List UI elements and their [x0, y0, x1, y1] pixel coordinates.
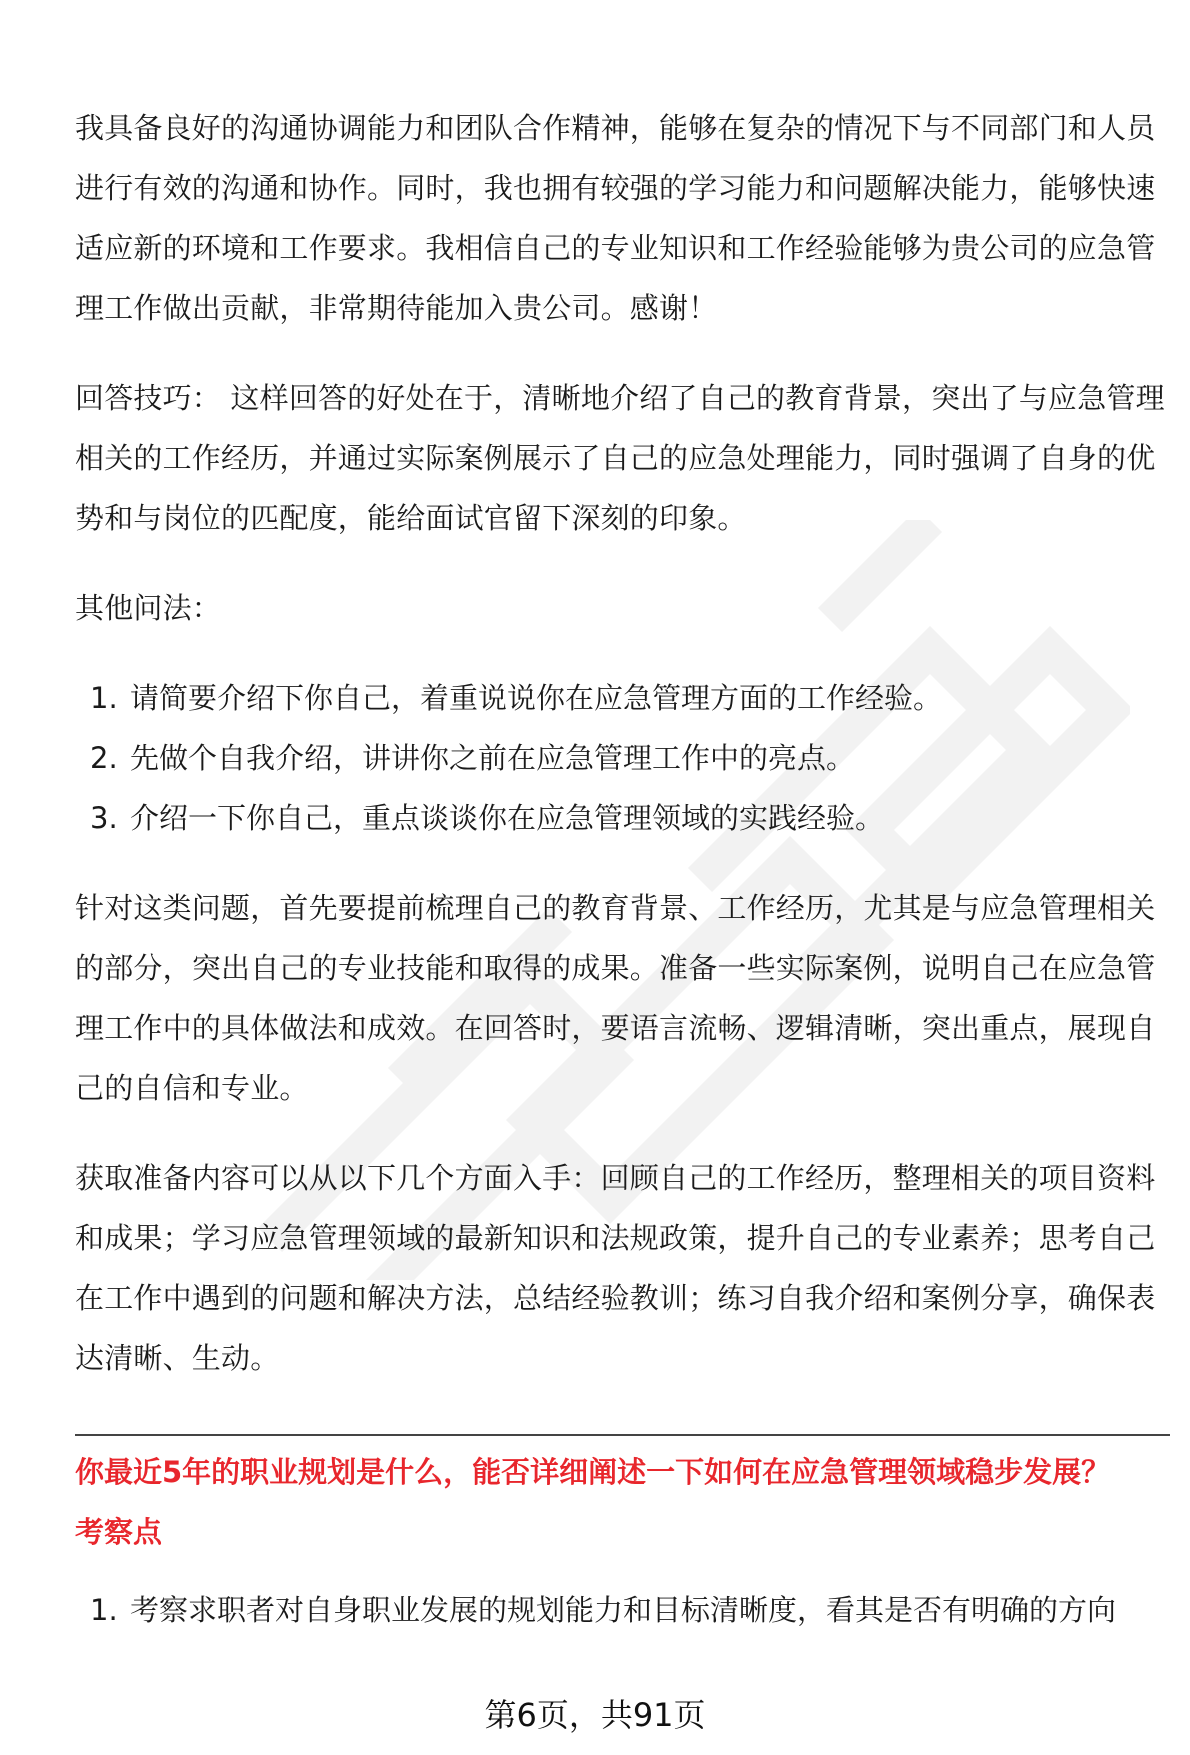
- other-questions-list: [75, 668, 1170, 848]
- list-item: 1. 考察求职者对自身职业发展的规划能力和目标清晰度，看其是否有明确的方向: [90, 1593, 1117, 1627]
- paragraph-strategy: 针对这类问题，首先要提前梳理自己的教育背景、工作经历，尤其是与应急管理相关的部分，突出自己的专业技能和取得的成果。准备一些实际案例，说明自己在应急管理工作中的具体做法和成效。在回答时，要语言流畅、逻辑清晰，突出重点，展现自己的自信和专业。: [75, 891, 1156, 1105]
- list-item: 3. 介绍一下你自己，重点谈谈你在应急管理领域的实践经验。: [90, 801, 885, 835]
- paragraph-closing-statement: 我具备良好的沟通协调能力和团队合作精神，能够在复杂的情况下与不同部门和人员进行有效的沟通和协作。同时，我也拥有较强的学习能力和问题解决能力，能够快速适应新的环境和工作要求。我相信自己的专业知识和工作经验能够为贵公司的应急管理工作做出贡献，非常期待能加入贵公司。感谢！: [75, 111, 1156, 325]
- assessment-points-list: [75, 1580, 1170, 1640]
- paragraph-preparation: 获取准备内容可以从以下几个方面入手：回顾自己的工作经历，整理相关的项目资料和成果；学习应急管理领域的最新知识和法规政策，提升自己的专业素养；思考自己在工作中遇到的问题和解决方法，总结经验教训；练习自我介绍和案例分享，确保表达清晰、生动。: [75, 1161, 1156, 1375]
- paragraph-answer-tips: 回答技巧： 这样回答的好处在于，清晰地介绍了自己的教育背景，突出了与应急管理相关的工作经历，并通过实际案例展示了自己的应急处理能力，同时强调了自身的优势和与岗位的匹配度，能给面试官留下深刻的印象。: [75, 381, 1165, 535]
- section-question: 你最近5年的职业规划是什么，能否详细阐述一下如何在应急管理领域稳步发展？: [75, 1455, 1111, 1489]
- paragraph-other-questions-label: 其他问法：: [75, 591, 222, 625]
- page-content: [75, 98, 1170, 1640]
- page-number: 第6页，共91页: [484, 1696, 706, 1734]
- section-heading: 考察点: [75, 1515, 163, 1549]
- list-item: 1. 请简要介绍下你自己，着重说说你在应急管理方面的工作经验。: [90, 681, 943, 715]
- list-item: 2. 先做个自我介绍，讲讲你之前在应急管理工作中的亮点。: [90, 741, 856, 775]
